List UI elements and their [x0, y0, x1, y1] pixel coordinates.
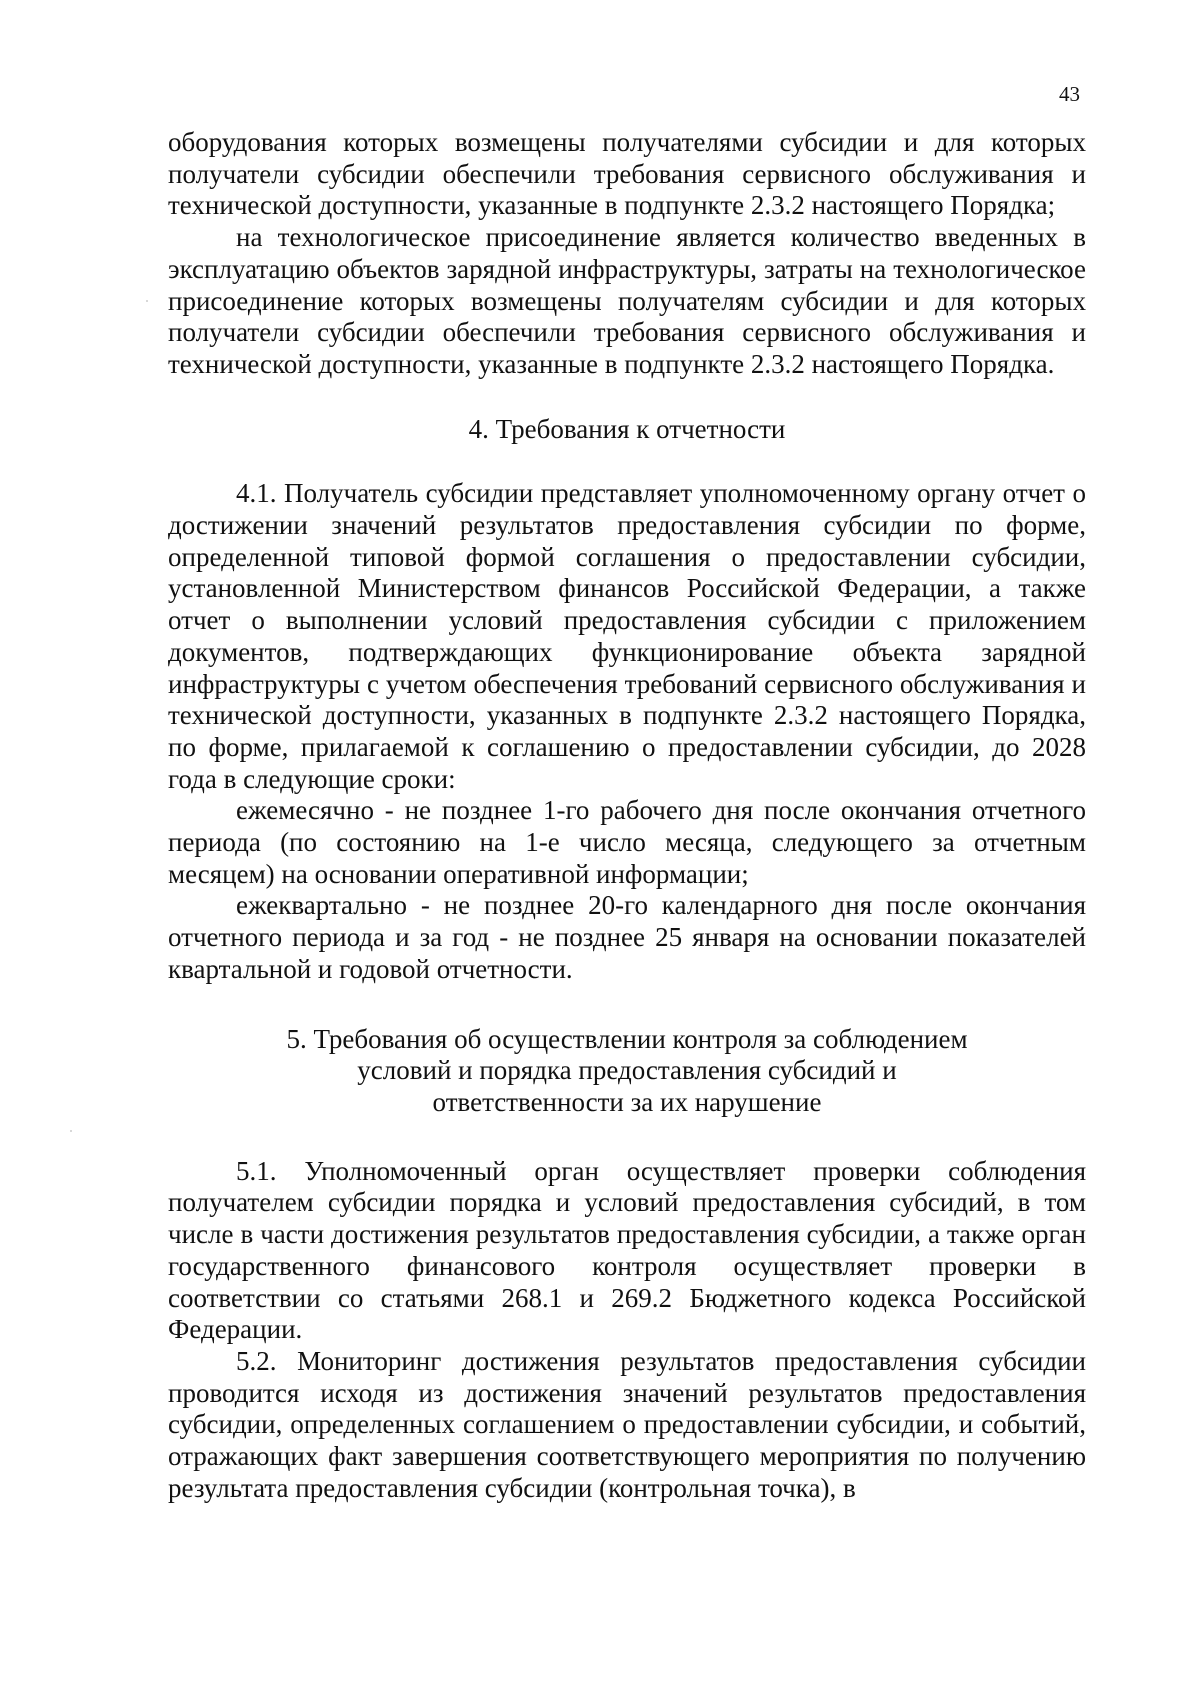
- page-number: 43: [1059, 82, 1080, 106]
- paragraph-5-2: 5.2. Мониторинг достижения результатов предоставления субсидии проводится исходя из достижения значений результатов предоставления субсидии, определенных соглашением о предоставлении субсидии, и событий, отражающих факт завершения соответствующего мероприятия по получению результата предоставления субсидии (контрольная точка), в: [168, 1345, 1086, 1503]
- paragraph-grid-connection: на технологическое присоединение является количество введенных в эксплуатацию объектов зарядной инфраструктуры, затраты на технологическое присоединение которых возмещены получателям субсидии и для которых получатели субсидии обеспечили требования сервисного обслуживания и технической доступности, указанные в подпункте 2.3.2 настоящего Порядка.: [168, 222, 1086, 379]
- paragraph-quarterly: ежеквартально - не позднее 20-го календарного дня после окончания отчетного периода и за год - не позднее 25 января на основании показателей квартальной и годовой отчетности.: [168, 890, 1086, 984]
- section-heading-control: [168, 1024, 1086, 1119]
- section-heading-reporting: 4. Требования к отчетности: [468, 413, 786, 444]
- paragraph-equipment-continuation: оборудования которых возмещены получателями субсидии и для которых получатели субсидии обеспечили требования сервисного обслуживания и технической доступности, указанные в подпункте 2.3.2 настоящего Порядка;: [168, 127, 1086, 221]
- section-heading-control-line-3: ответственности за их нарушение: [432, 1086, 822, 1117]
- paragraph-monthly: ежемесячно - не позднее 1-го рабочего дня после окончания отчетного периода (по состоянию на 1-е число месяца, следующего за отчетным месяцем) на основании оперативной информации;: [168, 795, 1086, 889]
- section-heading-control-line-2: условий и порядка предоставления субсидий и: [357, 1055, 897, 1086]
- section-heading-control-line-1: 5. Требования об осуществлении контроля за соблюдением: [286, 1023, 968, 1054]
- scan-artifact: [146, 300, 148, 302]
- paragraph-4-1: 4.1. Получатель субсидии представляет уполномоченному органу отчет о достижении значений результатов предоставления субсидии по форме, определенной типовой формой соглашения о предоставлении субсидии, установленной Министерством финансов Российской Федерации, а также отчет о выполнении условий предоставления субсидии с приложением документов, подтверждающих функционирование объекта зарядной инфраструктуры с учетом обеспечения требований сервисного обслуживания и технической доступности, указанных в подпункте 2.3.2 настоящего Порядка, по форме, прилагаемой к соглашению о предоставлении субсидии, до 2028 года в следующие сроки:: [168, 478, 1086, 794]
- scan-artifact: [70, 1130, 72, 1132]
- document-body: [168, 127, 1086, 1504]
- paragraph-5-1: 5.1. Уполномоченный орган осуществляет проверки соблюдения получателем субсидии порядка и условий предоставления субсидий, в том числе в части достижения результатов предоставления субсидии, а также орган государственного финансового контроля осуществляет проверки в соответствии со статьями 268.1 и 269.2 Бюджетного кодекса Российской Федерации.: [168, 1155, 1086, 1345]
